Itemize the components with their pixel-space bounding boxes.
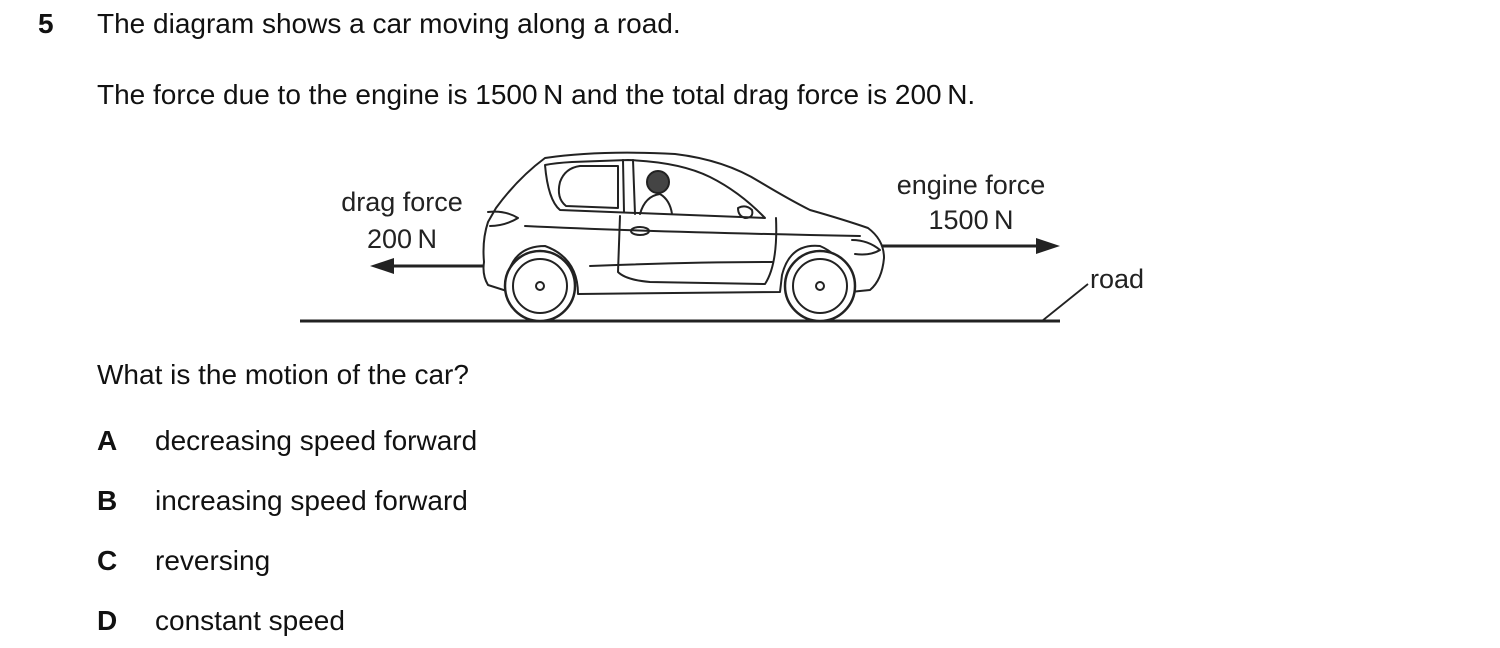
rear-wheel xyxy=(505,251,575,321)
option-a-letter: A xyxy=(97,425,118,456)
option-d-letter: D xyxy=(97,605,118,636)
option-d-text[interactable]: constant speed xyxy=(155,605,345,636)
drag-force-arrow xyxy=(370,258,483,274)
driver-head xyxy=(647,171,669,193)
road-label: road xyxy=(1090,264,1145,294)
question-stem-line-1: The diagram shows a car moving along a road. xyxy=(97,8,681,39)
car-illustration xyxy=(484,153,885,321)
car-b-pillar xyxy=(623,160,624,212)
engine-force-label: engine force xyxy=(896,170,1046,200)
question-prompt: What is the motion of the car? xyxy=(97,359,469,390)
option-c-letter: C xyxy=(97,545,118,576)
option-b-letter: B xyxy=(97,485,118,516)
front-wheel xyxy=(785,251,855,321)
engine-force-value: 1500 N xyxy=(928,205,1014,235)
road-leader-line xyxy=(1042,284,1088,321)
question-number: 5 xyxy=(38,8,54,39)
drag-force-label: drag force xyxy=(341,187,463,217)
drag-force-value: 200 N xyxy=(367,224,437,254)
option-c-text[interactable]: reversing xyxy=(155,545,271,576)
question-stem-line-2: The force due to the engine is 1500 N and the total drag force is 200 N. xyxy=(97,79,976,110)
option-a-text[interactable]: decreasing speed forward xyxy=(155,425,478,456)
engine-force-arrow xyxy=(882,238,1060,254)
option-b-text[interactable]: increasing speed forward xyxy=(155,485,468,516)
